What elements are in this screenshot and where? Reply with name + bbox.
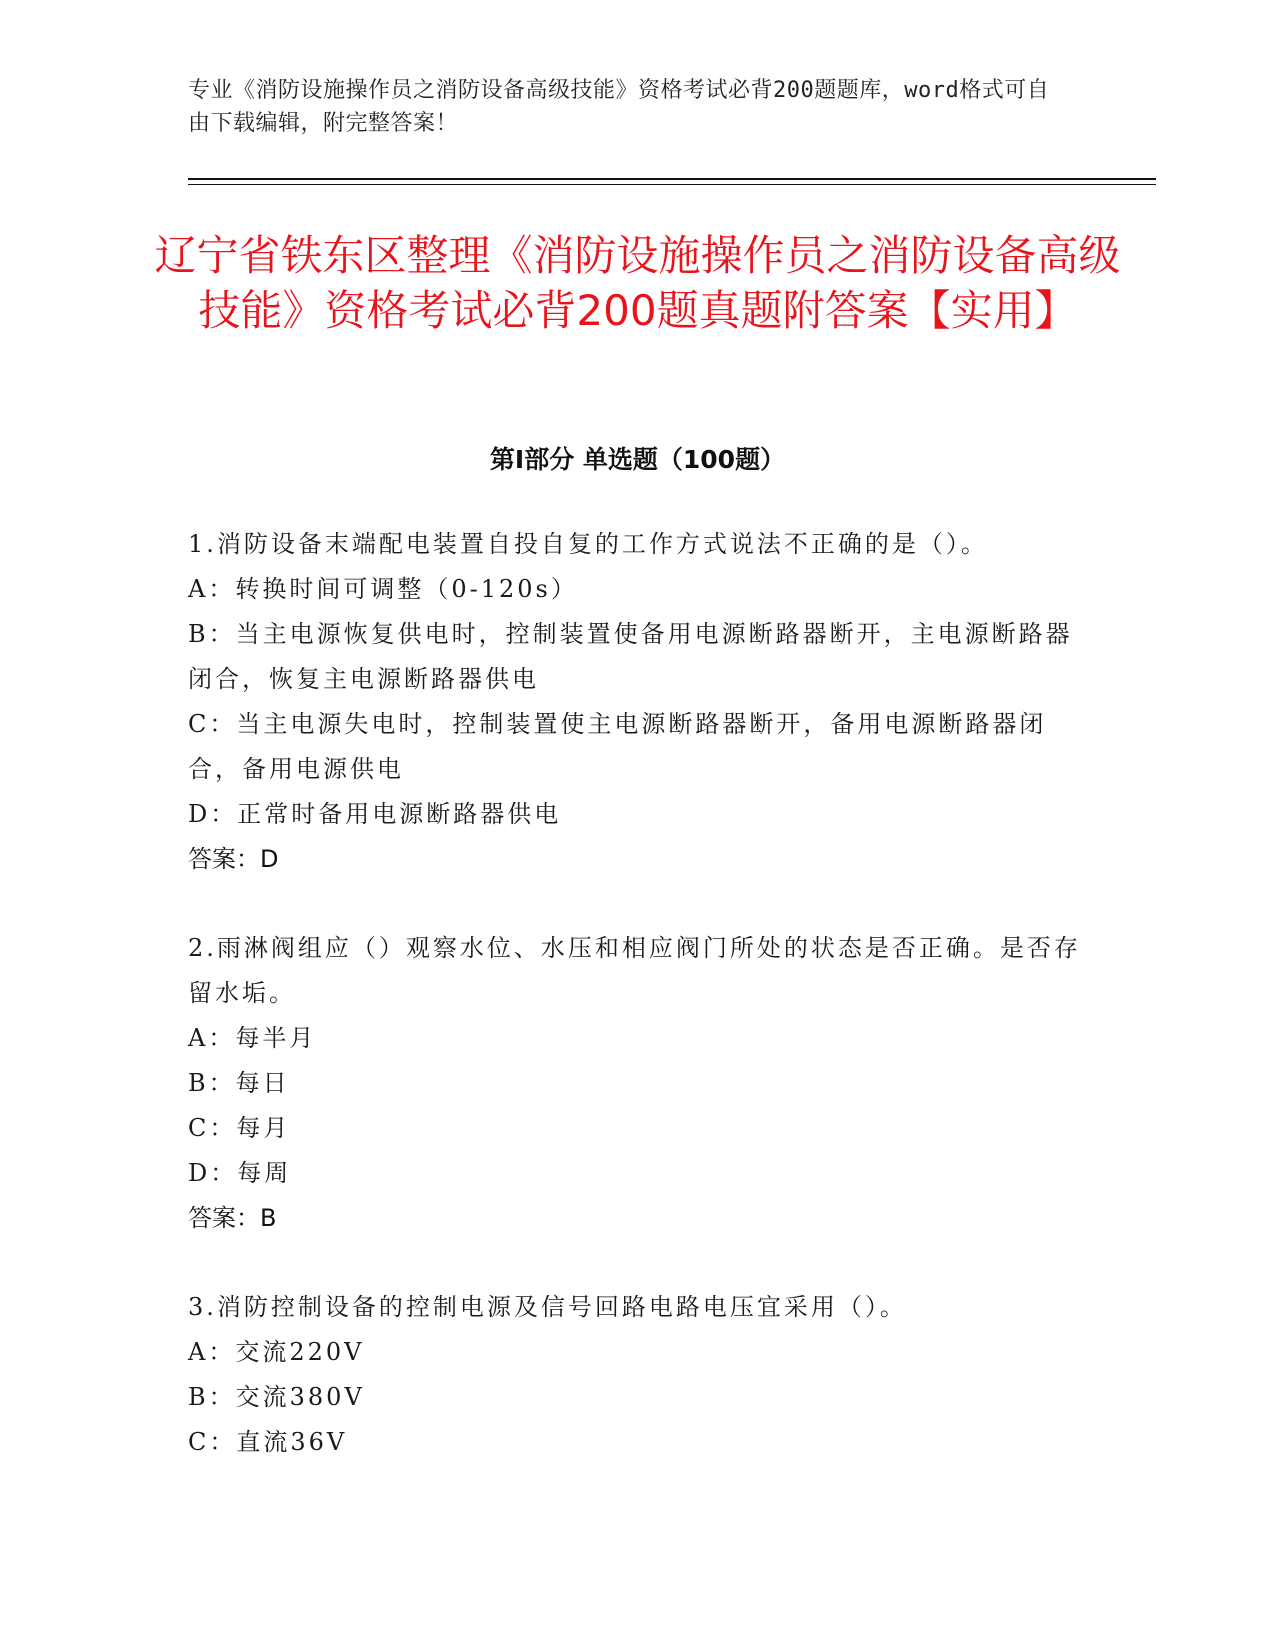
option-a: A：转换时间可调整（0-120s）: [188, 575, 578, 603]
option-d: D：正常时备用电源断路器供电: [188, 800, 562, 828]
question-item: [188, 926, 1088, 1241]
option-d: D：每周: [188, 1159, 292, 1187]
option-a: A：每半月: [188, 1024, 317, 1052]
question-list: [188, 522, 1088, 1509]
answer-line: 答案：D: [188, 845, 279, 873]
question-item: [188, 522, 1088, 882]
option-b: B：每日: [188, 1069, 290, 1097]
option-c: C：直流36V: [188, 1428, 348, 1456]
header-divider: [188, 178, 1156, 180]
section-heading: 第I部分 单选题（100题）: [489, 445, 786, 474]
option-c: C：每月: [188, 1114, 291, 1142]
question-item: [188, 1285, 1088, 1465]
answer-line: 答案：B: [188, 1204, 277, 1232]
option-b: B：交流380V: [188, 1383, 365, 1411]
option-b: B：当主电源恢复供电时，控制装置使备用电源断路器断开，主电源断路器闭合，恢复主电源断路器供电: [188, 620, 1073, 693]
question-stem: 3.消防控制设备的控制电源及信号回路电路电压宜采用（）。: [188, 1293, 907, 1321]
document-title: 辽宁省铁东区整理《消防设施操作员之消防设备高级技能》资格考试必背200题真题附答案【实用】: [154, 231, 1121, 335]
question-stem: 2.雨淋阀组应（）观察水位、水压和相应阀门所处的状态是否正确。是否存留水垢。: [188, 934, 1081, 1007]
option-a: A：交流220V: [188, 1338, 365, 1366]
header-note: 专业《消防设施操作员之消防设备高级技能》资格考试必背200题题库，word格式可自由下载编辑，附完整答案！: [188, 78, 1050, 136]
option-c: C：当主电源失电时，控制装置使主电源断路器断开，备用电源断路器闭合，备用电源供电: [188, 710, 1047, 783]
header-divider-thin: [188, 184, 1156, 185]
question-stem: 1.消防设备末端配电装置自投自复的工作方式说法不正确的是（）。: [188, 530, 988, 558]
